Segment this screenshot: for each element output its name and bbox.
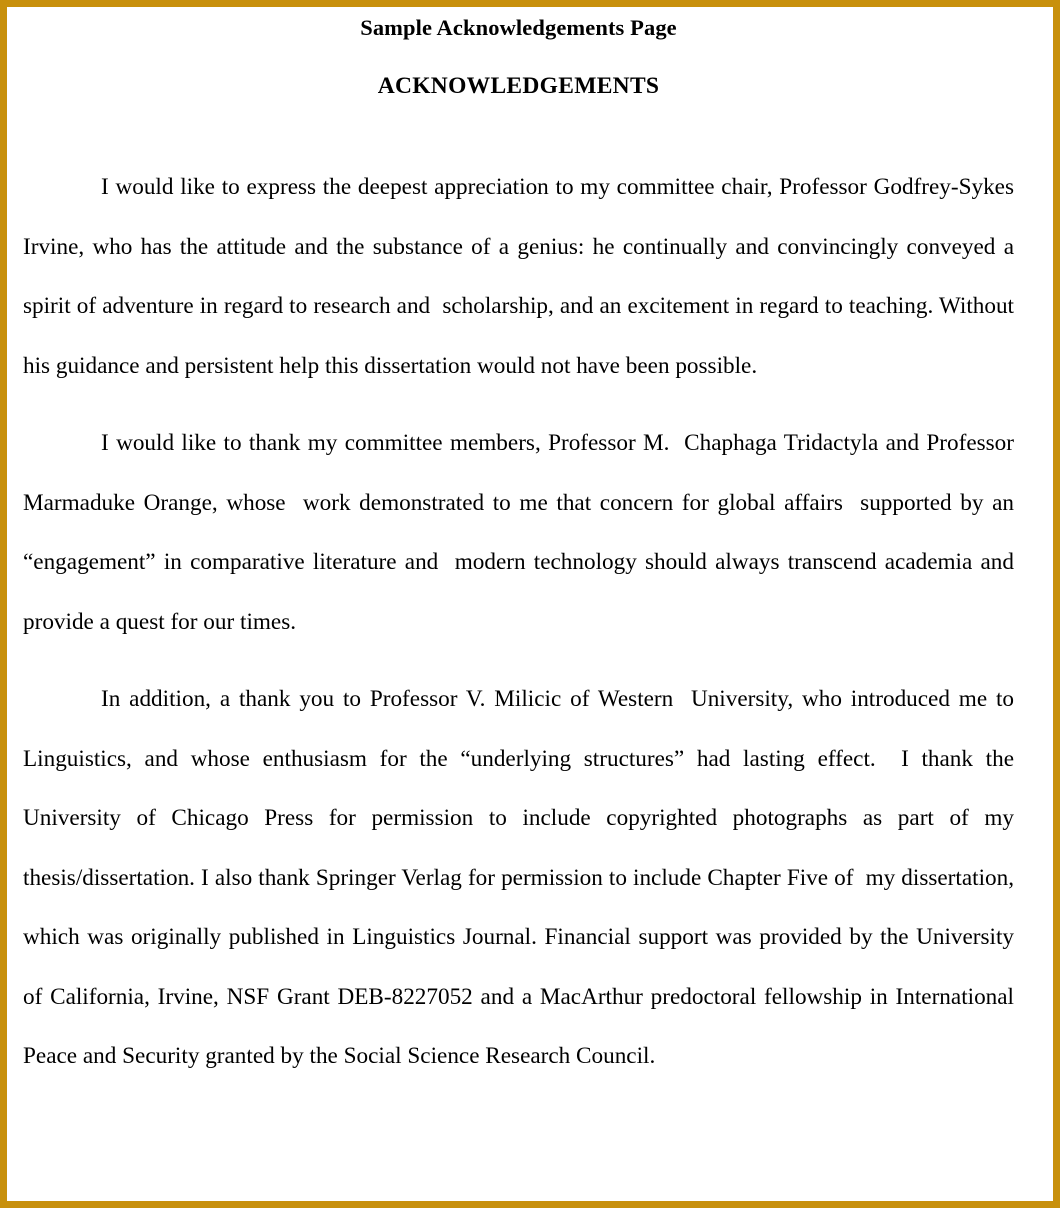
paragraph-3: In addition, a thank you to Professor V. Milicic of Western University, who introduced me to Linguistics, and whose enthusiasm for the “underlying structures” had lasting effect. I thank the University of Chicago Press for permission to include copyrighted photographs as part of my thesis/dissertation. I also thank Springer Verlag for permission to include Chapter Five of my dissertation, which was originally published in Linguistics Journal. Financial support was provided by the University of California, Irvine, NSF Grant DEB-8227052 and a MacArthur predoctoral fellowship in International Peace and Security granted by the Social Science Research Council. xyxy=(23,686,1020,1069)
document-sheet xyxy=(7,7,1053,1201)
paragraph-1: I would like to express the deepest appreciation to my committee chair, Professor Godfrey-Sykes Irvine, who has the attitude and the substance of a genius: he continually and convincingly conveyed a spirit of adventure in regard to research and scholarship, and an excitement in regard to teaching. Without his guidance and persistent help this dissertation would not have been possible. xyxy=(23,174,1020,379)
document-body xyxy=(23,158,1026,1087)
paragraph-2: I would like to thank my committee members, Professor M. Chaphaga Tridactyla and Professor Marmaduke Orange, whose work demonstrated to me that concern for global affairs supported by an “engagement” in comparative literature and modern technology should always transcend academia and provide a quest for our times. xyxy=(23,430,1026,635)
section-heading-acknowledgements: ACKNOWLEDGEMENTS xyxy=(377,72,660,99)
page-title: Sample Acknowledgements Page xyxy=(360,15,677,40)
